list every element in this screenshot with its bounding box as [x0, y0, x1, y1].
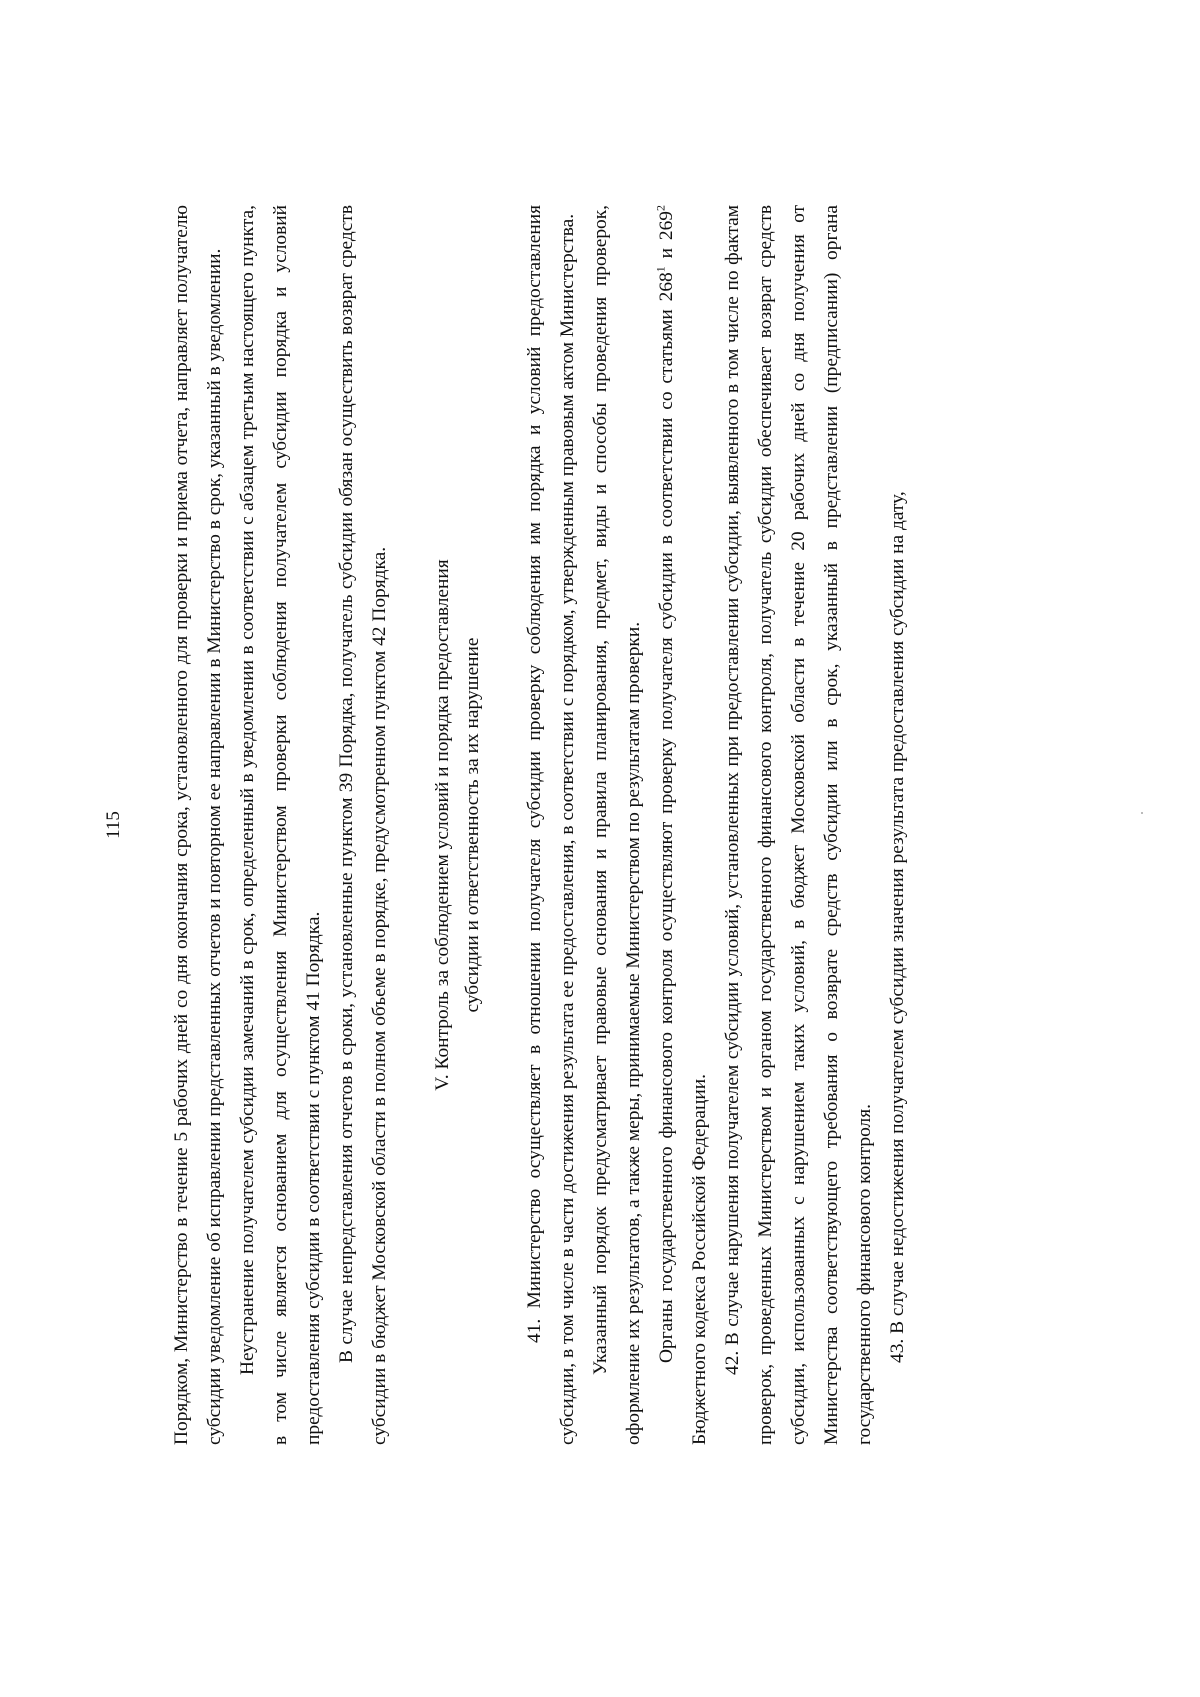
- section-heading: [428, 205, 488, 1445]
- paragraph: Неустранение получателем субсидии замечаний в срок, определенный в уведомлении в соответствии с абзацем третьим настоящего пункта, в том числе является основанием для осуществления Министерством проверки соблюдения получателем субсидии порядка и условий предоставления субсидии в соответствии с пунктом 41 Порядка.: [237, 205, 324, 1445]
- section-heading-line: субсидии и ответственность за их нарушение: [462, 637, 483, 1013]
- text-run: Органы государственного финансового контроля осуществляют проверку получателя субсидии в соответствии со статьями 268: [656, 272, 677, 1363]
- section-heading-line: V. Контроль за соблюдением условий и порядка предоставления: [432, 559, 453, 1091]
- top-paragraphs: [165, 205, 396, 1445]
- text-run: и 269: [656, 211, 677, 267]
- paragraph-41: 41. Министерство осуществляет в отношении получателя субсидии проверку соблюдения им порядка и условий предоставления субсидии, в том числе в части достижения результата ее предоставления, в соответствии с порядком, утвержденным правовым актом Министерства.: [524, 205, 578, 1445]
- paragraph-43: 43. В случае недостижения получателем субсидии значения результата предоставления субсидии на дату,: [887, 491, 908, 1363]
- paragraph-42: 42. В случае нарушения получателем субсидии условий, установленных при предоставлении субсидии, выявленного в том числе по фактам проверок, проведенных Министерством и органом государственного финансового контроля, получатель субсидии обеспечивает возврат средств субсидии, использованных с нарушением таких условий, в бюджет Московской области в течение 20 рабочих дней со дня получения от Министерства соответствующего требования о возврате средств субсидии или в срок, указанный в представлении (предписании) органа государственного финансового контроля.: [722, 205, 875, 1445]
- paragraph: Порядком, Министерство в течение 5 рабочих дней со дня окончания срока, установленного для проверки и приема отчета, направляет получателю субсидии уведомление об исправлении представленных отчетов и повторном ее направлении в Министерство в срок, указанный в уведомлении.: [171, 205, 225, 1445]
- paragraph: [650, 205, 716, 1445]
- text-run: Бюджетного кодекса Российской Федерации.: [689, 1074, 710, 1445]
- paragraph: В случае непредставления отчетов в сроки, установленные пунктом 39 Порядка, получатель субсидии обязан осуществить возврат средств субсидии в бюджет Московской области в полном объеме в порядке, предусмотренном пунктом 42 Порядка.: [336, 205, 390, 1445]
- page-number: 115: [103, 811, 124, 839]
- superscript: 1: [653, 266, 668, 273]
- bottom-paragraphs: [518, 205, 914, 1445]
- rotated-text-block: [103, 205, 1045, 1445]
- paragraph: Указанный порядок предусматривает правовые основания и правила планирования, предмет, виды и способы проведения проверок, оформление их результатов, а также меры, принимаемые Министерством по результатам проверки.: [590, 205, 644, 1445]
- superscript: 2: [653, 205, 668, 212]
- scan-speck: [1141, 812, 1143, 814]
